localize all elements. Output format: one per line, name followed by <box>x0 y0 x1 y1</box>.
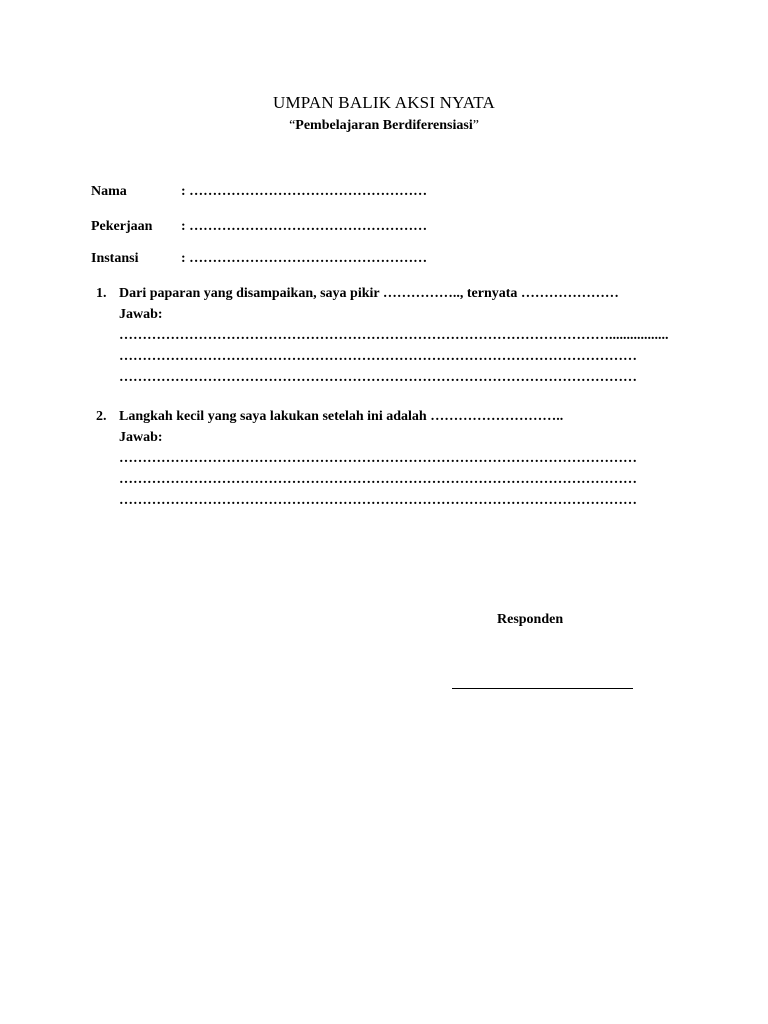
subtitle-open-quote: “ <box>289 118 296 133</box>
field-label: Pekerjaan <box>91 219 153 234</box>
answer-line: ………………………………………………………………………………………………… <box>119 451 637 466</box>
document-subtitle <box>0 118 768 134</box>
answer-label: Jawab: <box>119 307 163 322</box>
field-label: Nama <box>91 184 127 199</box>
question-2 <box>96 406 696 511</box>
question-number: 1. <box>96 286 107 301</box>
field-value: : …………………………………………… <box>181 251 428 266</box>
field-pekerjaan <box>91 219 427 235</box>
signature-label: Responden <box>497 612 564 627</box>
answer-line: ………………………………………………………………………………………………… <box>119 370 637 385</box>
answer-line: ………………………………………………………………………………………………… <box>119 349 637 364</box>
answer-line: ………………………………………………………………………………………………… <box>119 493 637 508</box>
subtitle-close-quote: ” <box>472 118 479 133</box>
subtitle-text: Pembelajaran Berdiferensiasi <box>295 118 473 133</box>
answer-line: ………………………………………………………………………………………………… <box>119 472 637 487</box>
question-text: Langkah kecil yang saya lakukan setelah ini adalah ……………………….. <box>119 409 564 424</box>
question-text-row <box>96 283 696 304</box>
field-nama <box>91 184 427 200</box>
signature-line <box>452 688 633 689</box>
field-value: : …………………………………………… <box>181 219 428 234</box>
question-text: Dari paparan yang disampaikan, saya pikir …………….., ternyata ………………… <box>119 286 619 301</box>
field-label: Instansi <box>91 251 139 266</box>
question-number: 2. <box>96 409 107 424</box>
question-text-row <box>96 406 696 427</box>
answer-label: Jawab: <box>119 430 163 445</box>
field-value: : …………………………………………… <box>181 184 428 199</box>
answer-line: ……………………………………………………………………………………………................. <box>119 328 669 343</box>
field-instansi <box>91 251 427 267</box>
question-1 <box>96 283 696 388</box>
document-title: UMPAN BALIK AKSI NYATA <box>272 93 496 112</box>
